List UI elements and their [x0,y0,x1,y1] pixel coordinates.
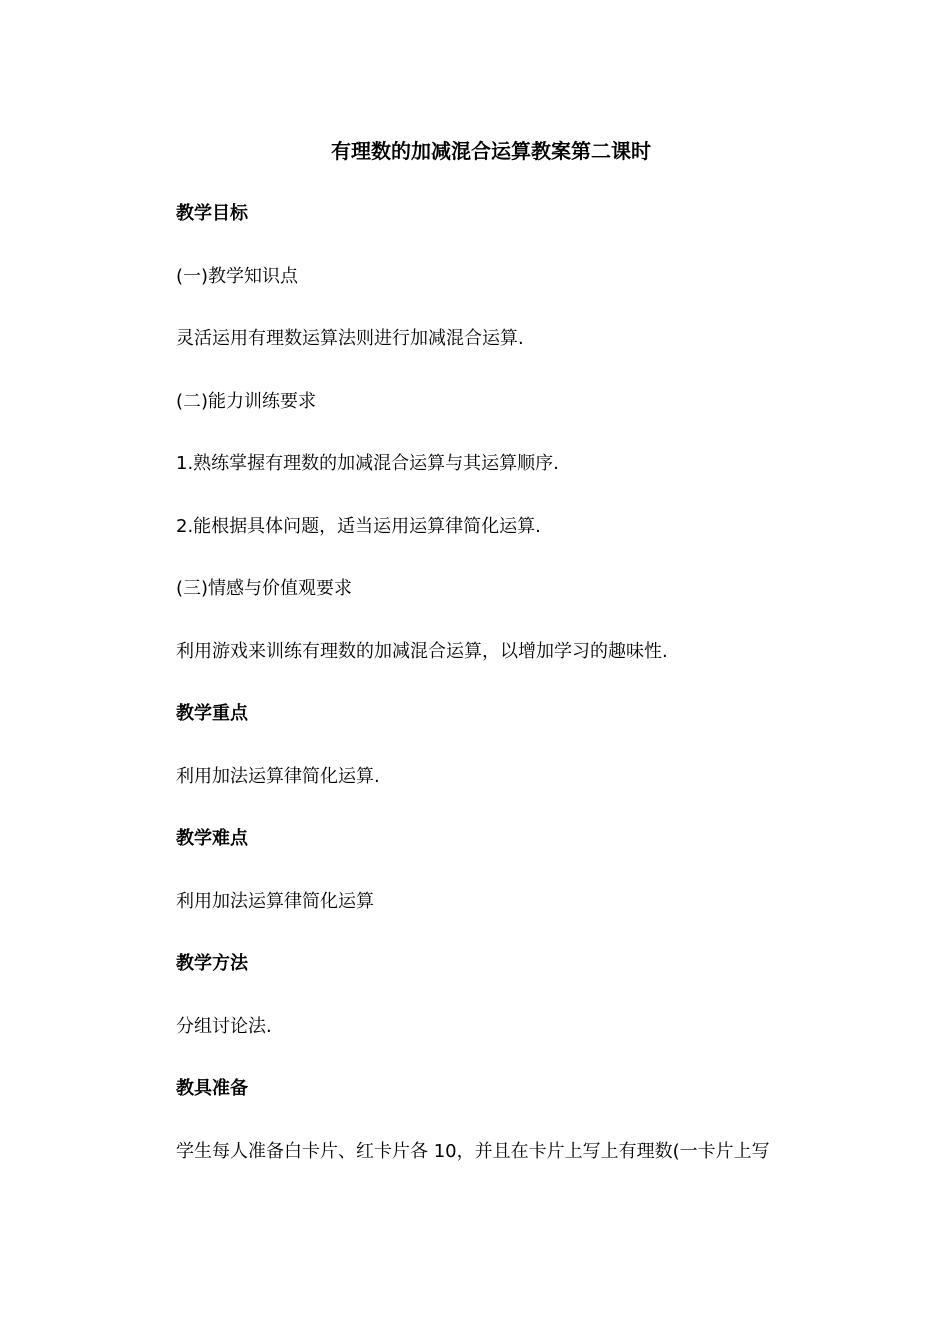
paragraph-knowledge-content: 灵活运用有理数运算法则进行加减混合运算. [176,328,524,349]
paragraph-difficulties: 利用加法运算律简化运算 [176,891,374,912]
subsection-knowledge-points: (一)教学知识点 [176,266,299,287]
section-heading-teaching-goals: 教学目标 [176,203,248,224]
subsection-values-requirements: (三)情感与价值观要求 [176,578,353,599]
paragraph-methods: 分组讨论法. [176,1016,272,1037]
paragraph-ability-item-1: 1.熟练掌握有理数的加减混合运算与其运算顺序. [176,453,559,474]
section-heading-key-points: 教学重点 [176,703,248,724]
section-heading-methods: 教学方法 [176,953,248,974]
paragraph-teaching-aids: 学生每人准备白卡片、红卡片各 10，并且在卡片上写上有理数(一卡片上写 [176,1141,770,1162]
section-heading-difficulties: 教学难点 [176,828,248,849]
subsection-ability-requirements: (二)能力训练要求 [176,391,317,412]
paragraph-ability-item-2: 2.能根据具体问题，适当运用运算律简化运算. [176,516,541,537]
section-heading-teaching-aids: 教具准备 [176,1078,248,1099]
paragraph-key-points: 利用加法运算律简化运算. [176,766,380,787]
document-title: 有理数的加减混合运算教案第二课时 [331,139,651,163]
paragraph-values-content: 利用游戏来训练有理数的加减混合运算，以增加学习的趣味性. [176,641,668,662]
